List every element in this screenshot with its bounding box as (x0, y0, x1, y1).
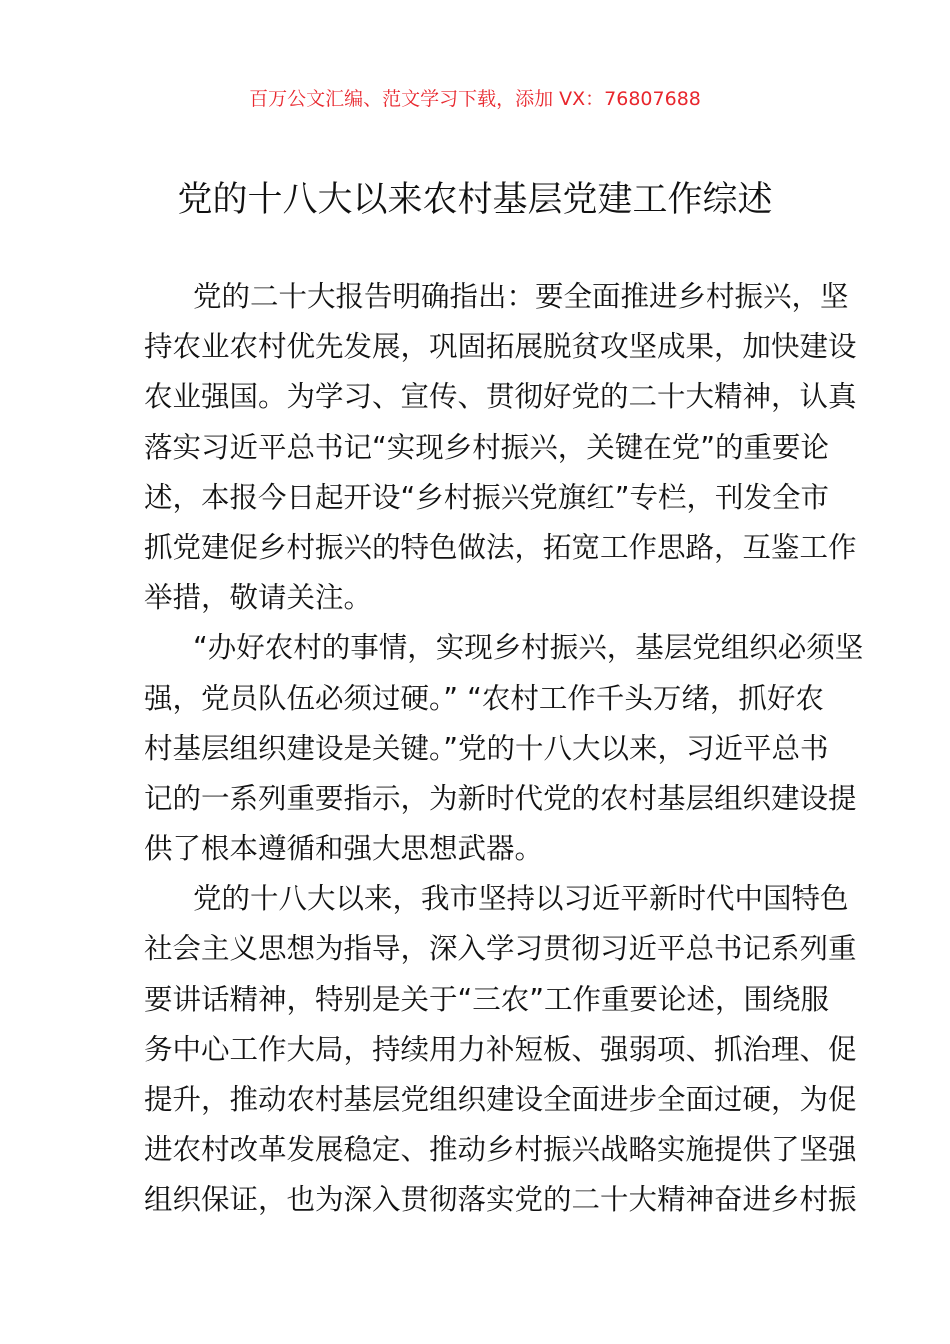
paragraph-line: 社会主义思想为指导，深入学习贯彻习近平总书记系列重 (144, 932, 857, 966)
header-banner: 百万公文汇编、范文学习下载，添加 VX：76807688 (249, 88, 701, 110)
paragraph-line: 述，本报今日起开设“乡村振兴党旗红”专栏，刊发全市 (144, 480, 830, 514)
paragraph-line: “办好农村的事情，实现乡村振兴，基层党组织必须坚 (193, 631, 864, 665)
paragraph-line: 务中心工作大局，持续用力补短板、强弱项、抓治理、促 (144, 1032, 857, 1066)
paragraph-line: 组织保证，也为深入贯彻落实党的二十大精神奋进乡村振 (144, 1183, 857, 1217)
paragraph-line: 村基层组织建设是关键。”党的十八大以来，习近平总书 (144, 731, 829, 765)
paragraph-line: 持农业农村优先发展，巩固拓展脱贫攻坚成果，加快建设 (144, 330, 857, 364)
paragraph-line: 抓党建促乡村振兴的特色做法，拓宽工作思路，互鉴工作 (144, 530, 857, 564)
paragraph-1 (144, 272, 857, 623)
paragraph-line: 落实习近平总书记“实现乡村振兴，关键在党”的重要论 (144, 430, 830, 464)
paragraph-line: 党的二十大报告明确指出：要全面推进乡村振兴，坚 (193, 280, 849, 313)
paragraph-line: 要讲话精神，特别是关于“三农”工作重要论述，围绕服 (144, 982, 830, 1016)
paragraph-line: 农业强国。为学习、宣传、贯彻好党的二十大精神，认真 (144, 380, 857, 414)
paragraph-3 (144, 874, 857, 1225)
paragraph-line: 记的一系列重要指示，为新时代党的农村基层组织建设提 (144, 781, 857, 815)
paragraph-line: 进农村改革发展稳定、推动乡村振兴战略实施提供了坚强 (144, 1133, 857, 1167)
paragraph-line: 举措，敬请关注。 (144, 581, 373, 615)
paragraph-line: 强，党员队伍必须过硬。” “农村工作千头万绪，抓好农 (144, 681, 824, 715)
paragraph-line: 供了根本遵循和强大思想武器。 (144, 832, 544, 866)
paragraph-line: 提升，推动农村基层党组织建设全面进步全面过硬，为促 (144, 1083, 857, 1116)
page-title: 党的十八大以来农村基层党建工作综述 (177, 180, 773, 220)
document-body (144, 272, 864, 1226)
paragraph-line: 党的十八大以来，我市坚持以习近平新时代中国特色 (193, 882, 849, 916)
paragraph-2 (144, 623, 864, 874)
